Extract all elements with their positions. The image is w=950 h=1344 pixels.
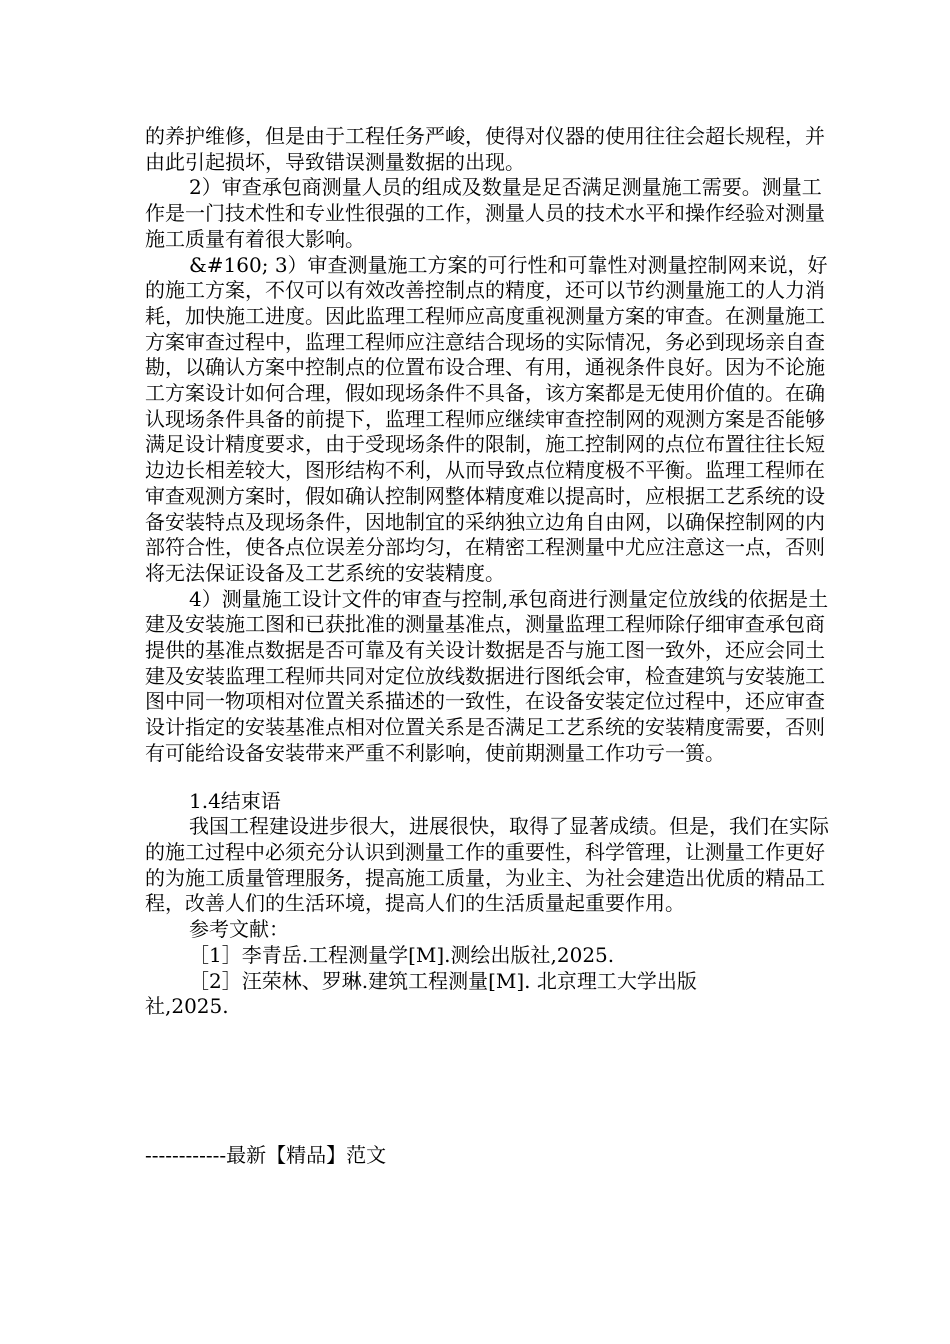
section-gap — [145, 767, 835, 789]
reference-item-2 — [145, 969, 835, 1020]
conclusion-paragraph: 我国工程建设进步很大，进展很快，取得了显著成绩。但是，我们在实际的施工过程中必须充分认识到测量工作的重要性，科学管理，让测量工作更好的为施工质量管理服务，提高施工质量，为业主、为社会建造出优质的精品工程，改善人们的生活环境，提高人们的生活质量起重要作用。 — [145, 814, 829, 916]
document-body — [145, 124, 835, 1020]
paragraph-maintenance: 的养护维修，但是由于工程任务严峻，使得对仪器的使用往往会超长规程，并由此引起损坏，导致错误测量数据的出现。 — [145, 124, 825, 174]
conclusion-heading: 1.4结束语 — [189, 788, 281, 813]
paragraph-plan-review: &#160; 3）审查测量施工方案的可行性和可靠性对测量控制网来说，好的施工方案，不仅可以有效改善控制点的精度，还可以节约测量施工的人力消耗，加快施工进度。因此监理工程师应高度重视测量方案的审查。在测量施工方案审查过程中，监理工程师应注意结合现场的实际情况，务必到现场亲自查勘，以确认方案中控制点的位置布设合理、有用，通视条件良好。因为不论施工方案设计如何合理，假如现场条件不具备，该方案都是无使用价值的。在确认现场条件具备的前提下，监理工程师应继续审查控制网的观测方案是否能够满足设计精度要求，由于受现场条件的限制，施工控制网的点位布置往往长短边边长相差较大，图形结构不利，从而导致点位精度极不平衡。监理工程师在审查观测方案时，假如确认控制网整体精度难以提高时，应根据工艺系统的设备安装特点及现场条件，因地制宜的采纳独立边角自由网，以确保控制网的内部符合性，使各点位误差分部均匀，在精密工程测量中尤应注意这一点，否则将无法保证设备及工艺系统的安装精度。 — [145, 252, 828, 585]
footer-label: ------------最新【精品】范文 — [145, 1143, 387, 1167]
references-heading: 参考文献： — [189, 917, 289, 942]
paragraph-personnel-review: 2）审查承包商测量人员的组成及数量是足否满足测量施工需要。测量工作是一门技术性和专业性很强的工作，测量人员的技术水平和操作经验对测量施工质量有着很大影响。 — [145, 175, 825, 251]
reference-item-2-text: ［2］汪荣林、罗琳.建筑工程测量[M]. 北京理工大学出版 — [189, 968, 697, 993]
reference-item-2-wrap: 社,2025. — [145, 994, 229, 1019]
reference-item-1: ［1］李青岳.工程测量学[M].测绘出版社,2025. — [189, 942, 615, 967]
paragraph-design-docs-review: 4）测量施工设计文件的审查与控制,承包商进行测量定位放线的依据是土建及安装施工图和已获批准的测量基准点，测量监理工程师除仔细审查承包商提供的基准点数据是否可靠及有关设计数据是否与施工图一致外，还应会同土建及安装监理工程师共同对定位放线数据进行图纸会审，检查建筑与安装施工图中同一物项相对位置关系描述的一致性，在设备安装定位过程中，还应审查设计指定的安装基准点相对位置关系是否满足工艺系统的安装精度需要，否则有可能给设备安装带来严重不利影响，使前期测量工作功亏一篑。 — [145, 586, 829, 765]
